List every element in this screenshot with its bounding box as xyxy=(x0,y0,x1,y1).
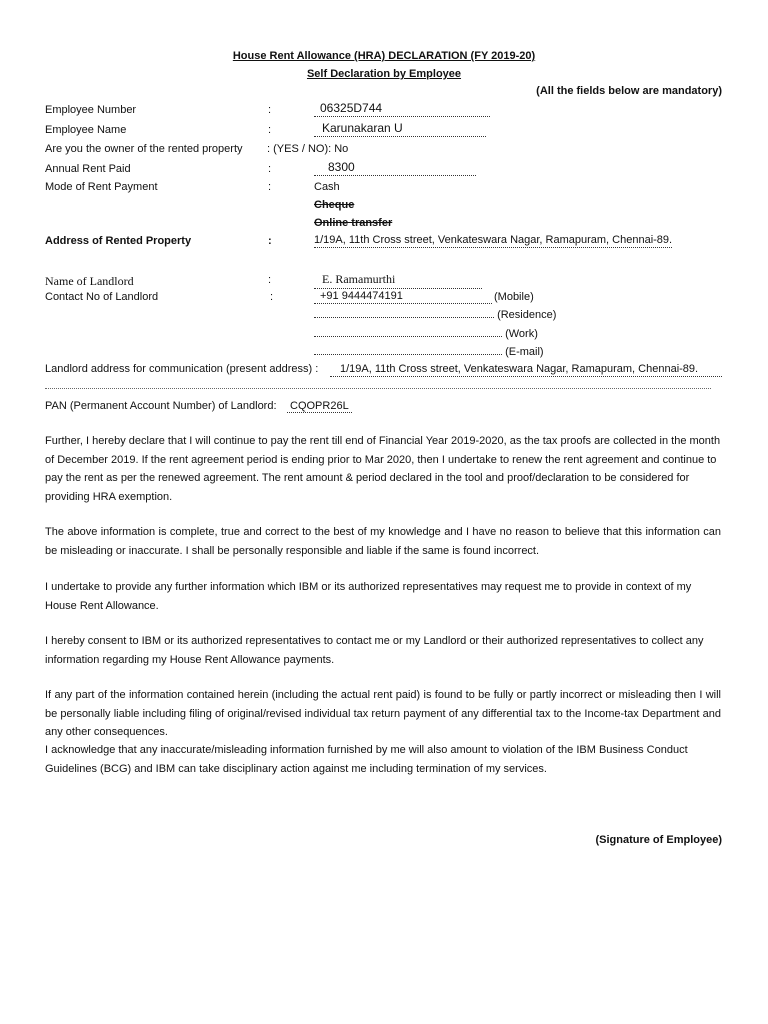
employee-number-label: Employee Number xyxy=(45,104,137,116)
landlord-mobile-value[interactable]: +91 9444474191 xyxy=(314,290,492,304)
document-title: House Rent Allowance (HRA) DECLARATION (FY 2019-20) xyxy=(232,50,536,62)
payment-mode-label: Mode of Rent Payment xyxy=(45,181,158,193)
residence-blank[interactable] xyxy=(314,308,494,318)
employee-name-value[interactable]: Karunakaran U xyxy=(314,121,486,137)
work-line[interactable] xyxy=(314,327,538,340)
payment-mode-sep: : xyxy=(268,181,272,193)
owner-value[interactable]: : (YES / NO): No xyxy=(267,143,349,155)
declaration-paragraph-5: If any part of the information contained herein (including the actual rent paid) is found to be fully or partly incorrect or misleading then I will be personally liable including filing of original/revised individual tax return payment of any differential tax to the Income-tax Department and any other consequences. xyxy=(45,689,721,738)
email-blank[interactable] xyxy=(314,345,502,355)
signature-label: (Signature of Employee) xyxy=(595,834,722,846)
landlord-address-value[interactable]: 1/19A, 11th Cross street, Venkateswara Nagar, Ramapuram, Chennai-89. xyxy=(330,363,722,377)
payment-option-online[interactable]: Online transfer xyxy=(314,217,393,229)
pan-label: PAN (Permanent Account Number) of Landlord: xyxy=(45,400,277,412)
landlord-address-extra-line[interactable] xyxy=(45,382,711,389)
annual-rent-sep: : xyxy=(268,163,272,175)
employee-name-sep: : xyxy=(268,124,272,136)
landlord-contact-label: Contact No of Landlord xyxy=(45,291,159,303)
work-blank[interactable] xyxy=(314,327,502,337)
owner-label: Are you the owner of the rented property xyxy=(45,143,243,155)
landlord-address-label: Landlord address for communication (present address) : xyxy=(45,363,319,375)
residence-line[interactable] xyxy=(314,308,556,321)
declaration-paragraph-3: I undertake to provide any further information which IBM or its authorized representatives may request me to provide in context of my House Rent Allowance. xyxy=(45,581,692,612)
address-value[interactable]: 1/19A, 11th Cross street, Venkateswara Nagar, Ramapuram, Chennai-89. xyxy=(314,234,673,246)
email-line[interactable] xyxy=(314,345,544,358)
landlord-name-value[interactable]: E. Ramamurthi xyxy=(314,272,482,289)
document-subtitle: Self Declaration by Employee xyxy=(306,68,462,80)
mobile-label: (Mobile) xyxy=(494,291,534,303)
address-sep: : xyxy=(268,235,272,247)
declaration-paragraph-1: Further, I hereby declare that I will continue to pay the rent till end of Financial Year 2019-2020, as the tax proofs are collected in the month of December 2019. If the rent agreement period is ending prior to Mar 2020, then I undertake to renew the rent agreement and continue to pay the rent as per the renewed agreement. The rent amount & period declared in the tool and proof/declaration to be considered for providing HRA exemption. xyxy=(45,435,721,503)
declaration-paragraph-4: I hereby consent to IBM or its authorized representatives to contact me or my Landlord or their authorized representatives to collect any information regarding my House Rent Allowance payments. xyxy=(45,635,704,666)
declaration-paragraph-2: The above information is complete, true and correct to the best of my knowledge and I have no reason to believe that this information can be misleading or inaccurate. I shall be personally responsible and liable if the same is found incorrect. xyxy=(45,526,721,557)
email-label: (E-mail) xyxy=(505,346,544,358)
landlord-name-label: Name of Landlord xyxy=(45,274,134,288)
payment-option-cash[interactable]: Cash xyxy=(314,181,340,193)
landlord-contact-sep: : xyxy=(270,291,274,303)
payment-option-cheque[interactable]: Cheque xyxy=(314,199,355,211)
work-label: (Work) xyxy=(505,328,538,340)
pan-value[interactable]: CQOPR26L xyxy=(287,400,352,413)
mandatory-note: (All the fields below are mandatory) xyxy=(536,85,722,97)
annual-rent-value[interactable]: 8300 xyxy=(314,160,476,176)
declaration-paragraph-6: I acknowledge that any inaccurate/misleading information furnished by me will also amount to violation of the IBM Business Conduct Guidelines (BCG) and IBM can take disciplinary action against me including termination of my services. xyxy=(45,744,688,775)
address-label: Address of Rented Property xyxy=(45,235,192,247)
employee-number-sep: : xyxy=(268,104,272,116)
annual-rent-label: Annual Rent Paid xyxy=(45,163,131,175)
employee-number-value[interactable]: 06325D744 xyxy=(314,101,490,117)
employee-name-label: Employee Name xyxy=(45,124,127,136)
residence-label: (Residence) xyxy=(497,309,557,321)
landlord-name-sep: : xyxy=(268,274,272,286)
